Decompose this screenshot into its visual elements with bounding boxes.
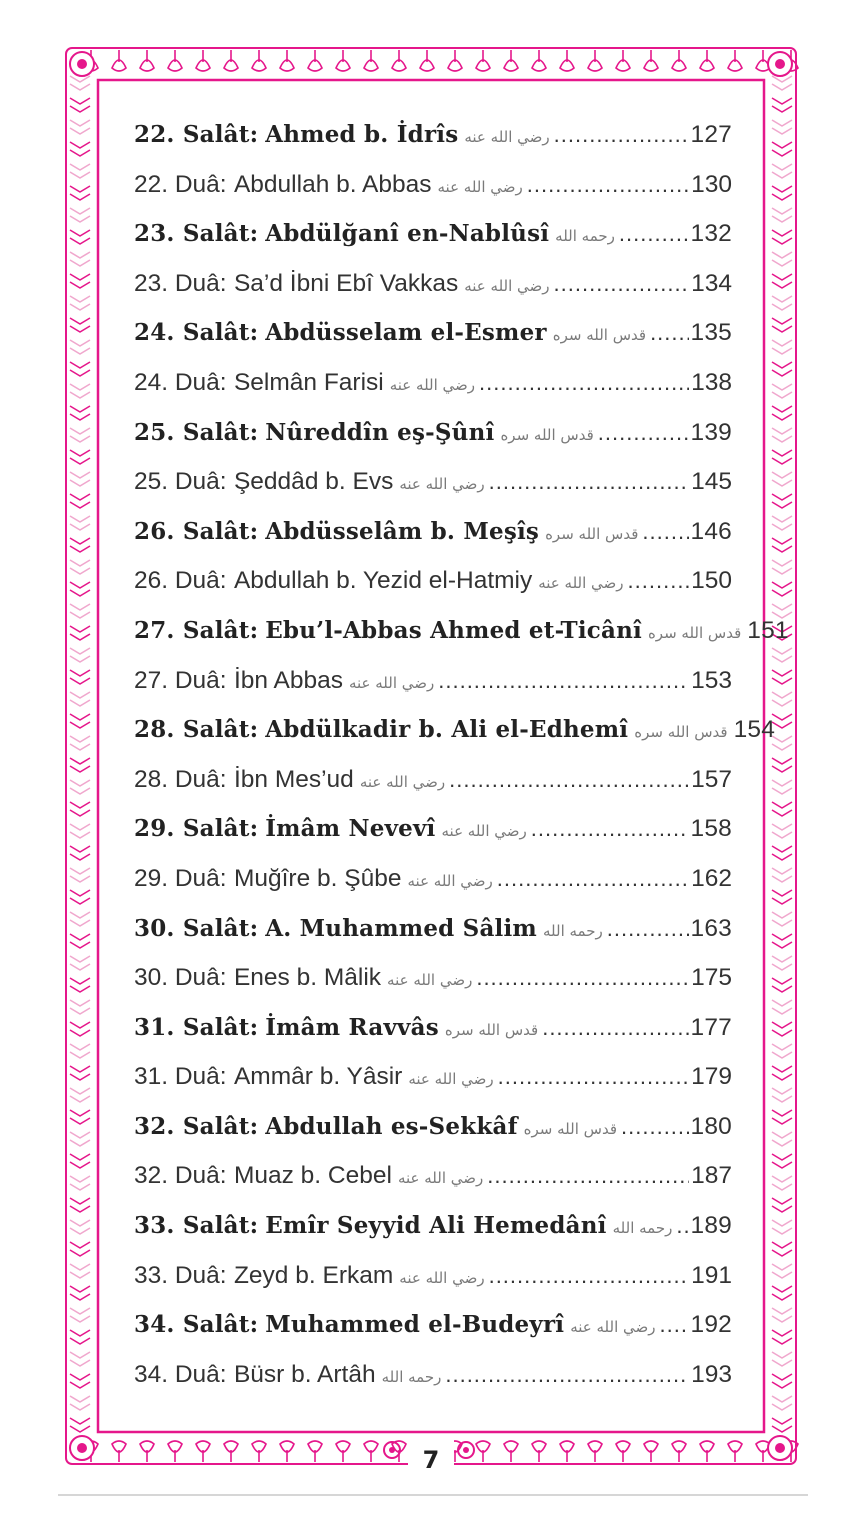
toc-entry-number: 28. Duâ:	[134, 765, 227, 793]
page-number: 7	[408, 1440, 454, 1480]
honorific-glyph: رضي الله عنه	[464, 276, 550, 295]
toc-entry-number: 33. Duâ:	[134, 1261, 227, 1289]
toc-entry	[134, 556, 732, 606]
toc-entry-number: 33. Salât:	[134, 1212, 259, 1240]
toc-entry-title: Ammâr b. Yâsir	[233, 1063, 403, 1091]
honorific-glyph: رضي الله عنه	[389, 375, 476, 394]
toc-entry-page: 157	[691, 765, 732, 793]
toc-entry	[134, 755, 732, 805]
honorific-glyph: رضي الله عنه	[408, 1070, 494, 1089]
toc-entry	[134, 953, 732, 1003]
dot-leader	[489, 1251, 690, 1301]
toc-entry	[134, 308, 732, 358]
toc-entry	[134, 1052, 732, 1102]
toc-entry-page: 127	[690, 121, 732, 148]
toc-entry-page: 145	[691, 468, 732, 496]
toc-entry	[134, 408, 732, 458]
toc-entry	[134, 854, 732, 904]
honorific-glyph: رضي الله عنه	[399, 1268, 485, 1287]
toc-entry	[134, 1251, 732, 1301]
toc-entry	[134, 457, 732, 507]
toc-entry-number: 27. Duâ:	[134, 666, 227, 694]
toc-entry-title: Abdülğanî en-Nablûsî	[265, 220, 550, 248]
toc-entry-page: 180	[690, 1112, 732, 1140]
toc-entry-number: 26. Salât:	[134, 517, 259, 545]
toc-entry-title: Şeddâd b. Evs	[233, 468, 394, 496]
toc-entry-number: 22. Duâ:	[134, 170, 227, 198]
dot-leader	[642, 507, 688, 557]
toc-entry-number: 32. Salât:	[134, 1112, 259, 1140]
toc-entry	[134, 259, 732, 309]
toc-entry-page: 175	[691, 964, 732, 992]
toc-entry	[134, 1151, 732, 1201]
toc-entry-page: 130	[691, 170, 732, 198]
toc-entry-page: 153	[691, 666, 732, 694]
toc-entry-number: 23. Duâ:	[134, 269, 227, 297]
toc-entry	[134, 1201, 732, 1251]
toc-entry-title: Enes b. Mâlik	[233, 964, 382, 992]
honorific-glyph: قدس الله سره	[523, 1119, 618, 1138]
toc-entry	[134, 705, 776, 755]
toc-entry-number: 29. Salât:	[134, 815, 259, 843]
toc-entry-number: 22. Salât:	[134, 121, 259, 148]
honorific-glyph: رضي الله عنه	[570, 1318, 656, 1337]
toc-entry-number: 29. Duâ:	[134, 864, 227, 892]
toc-entry-page: 150	[691, 567, 732, 595]
dot-leader	[489, 457, 689, 507]
bottom-rule	[58, 1494, 808, 1496]
toc-entry-title: İmâm Ravvâs	[265, 1013, 439, 1041]
toc-entry-title: İmâm Nevevî	[265, 815, 436, 843]
toc-entry-page: 179	[691, 1063, 732, 1091]
toc-entry-number: 27. Salât:	[134, 616, 259, 644]
dot-leader	[607, 904, 689, 954]
toc-entry-page: 191	[691, 1261, 732, 1289]
toc-entry-page: 139	[690, 418, 732, 446]
honorific-glyph: رضي الله عنه	[399, 475, 485, 494]
honorific-glyph: رحمه الله	[612, 1219, 673, 1238]
toc-entry-title: Nûreddîn eş-Şûnî	[265, 418, 495, 446]
honorific-glyph: قدس الله سره	[647, 623, 742, 642]
honorific-glyph: قدس الله سره	[552, 326, 647, 345]
dot-leader	[445, 1350, 689, 1400]
honorific-glyph: رحمه الله	[555, 227, 615, 246]
dot-leader	[487, 1151, 689, 1201]
toc-entry	[134, 358, 732, 408]
toc-entry	[134, 606, 789, 656]
toc-entry-title: Sa’d İbni Ebî Vakkas	[233, 269, 459, 297]
honorific-glyph: قدس الله سره	[545, 524, 639, 543]
toc-entry	[134, 1003, 732, 1053]
toc-entry-page: 135	[690, 319, 732, 347]
toc-entry-page: 146	[690, 517, 732, 545]
dot-leader	[449, 755, 689, 805]
toc-entry-title: Muaz b. Cebel	[233, 1162, 392, 1190]
toc-entry-page: 154	[733, 716, 776, 744]
toc-entry-title: Büsr b. Artâh	[233, 1360, 376, 1388]
toc-entry-number: 24. Salât:	[134, 319, 259, 347]
honorific-glyph: قدس الله سره	[444, 1020, 539, 1039]
toc-entry-title: Emîr Seyyid Ali Hemedânî	[265, 1212, 607, 1240]
toc-entry-number: 25. Salât:	[134, 418, 259, 446]
toc-entry-number: 31. Salât:	[134, 1013, 259, 1041]
dot-leader	[476, 953, 689, 1003]
toc-entry-title: Ebu’l-Abbas Ahmed et-Ticânî	[265, 616, 642, 644]
honorific-glyph: رضي الله عنه	[359, 772, 446, 791]
toc-entry	[134, 209, 732, 259]
toc-entry-title: Abdülkadir b. Ali el-Edhemî	[265, 716, 629, 744]
honorific-glyph: رضي الله عنه	[348, 673, 435, 692]
honorific-glyph: رضي الله عنه	[437, 177, 523, 196]
toc-entry	[134, 1300, 732, 1350]
toc-entry-page: 163	[690, 914, 732, 942]
toc-entry-title: Ahmed b. İdrîs	[265, 121, 459, 148]
toc-entry-title: A. Muhammed Sâlim	[265, 914, 537, 942]
dot-leader	[660, 1300, 689, 1350]
dot-leader	[554, 110, 689, 160]
dot-leader	[650, 308, 688, 358]
honorific-glyph: رضي الله عنه	[464, 128, 550, 146]
toc-entry-number: 23. Salât:	[134, 220, 259, 248]
toc-entry-page: 192	[690, 1311, 732, 1339]
toc-entry-title: Abdullah b. Abbas	[233, 170, 432, 198]
dot-leader	[527, 160, 689, 210]
honorific-glyph: رضي الله عنه	[387, 971, 473, 990]
toc-entry	[134, 110, 732, 160]
dot-leader	[438, 656, 689, 706]
toc-entry-number: 30. Duâ:	[134, 964, 227, 992]
honorific-glyph: رضي الله عنه	[397, 1169, 484, 1188]
toc-entry-page: 138	[691, 368, 732, 396]
toc-entry	[134, 656, 732, 706]
toc-entry-page: 158	[690, 815, 732, 843]
toc-entry-number: 32. Duâ:	[134, 1162, 227, 1190]
honorific-glyph: قدس الله سره	[500, 425, 594, 444]
toc-entry-number: 30. Salât:	[134, 914, 259, 942]
honorific-glyph: رضي الله عنه	[441, 822, 527, 841]
dot-leader	[621, 1102, 689, 1152]
dot-leader	[554, 259, 690, 309]
toc-entry-number: 28. Salât:	[134, 716, 259, 744]
toc-entry-number: 26. Duâ:	[134, 567, 227, 595]
toc-entry	[134, 904, 732, 954]
toc-entry	[134, 507, 732, 557]
dot-leader	[498, 1052, 689, 1102]
dot-leader	[676, 1201, 688, 1251]
table-of-contents	[134, 110, 789, 1399]
toc-entry-page: 187	[691, 1162, 732, 1190]
toc-entry-page: 177	[690, 1013, 732, 1041]
toc-entry-number: 34. Salât:	[134, 1311, 259, 1339]
toc-entry-number: 34. Duâ:	[134, 1360, 227, 1388]
dot-leader	[497, 854, 689, 904]
toc-entry-number: 31. Duâ:	[134, 1063, 227, 1091]
toc-entry-title: Abdullah es-Sekkâf	[265, 1112, 518, 1140]
dot-leader	[542, 1003, 688, 1053]
toc-entry-title: İbn Abbas	[233, 666, 343, 694]
toc-entry-title: İbn Mes’ud	[233, 765, 354, 793]
toc-entry-title: Muhammed el-Budeyrî	[265, 1311, 565, 1339]
honorific-glyph: رضي الله عنه	[407, 871, 493, 890]
dot-leader	[628, 556, 690, 606]
toc-entry	[134, 160, 732, 210]
toc-entry-page: 134	[691, 269, 732, 297]
toc-entry-title: Muğîre b. Şûbe	[233, 864, 402, 892]
toc-entry-page: 189	[690, 1212, 732, 1240]
toc-entry-page: 151	[747, 616, 789, 644]
toc-entry-number: 25. Duâ:	[134, 468, 227, 496]
toc-entry-title: Abdüsselâm b. Meşîş	[265, 517, 540, 545]
toc-entry-page: 132	[690, 220, 732, 248]
dot-leader	[619, 209, 689, 259]
dot-leader	[531, 804, 689, 854]
toc-entry-page: 193	[691, 1360, 732, 1388]
toc-entry	[134, 1102, 732, 1152]
toc-entry-page: 162	[691, 864, 732, 892]
toc-entry-title: Abdüsselam el-Esmer	[265, 319, 547, 347]
dot-leader	[598, 408, 689, 458]
toc-entry	[134, 1350, 732, 1400]
toc-entry-number: 24. Duâ:	[134, 368, 227, 396]
honorific-glyph: رحمه الله	[381, 1367, 442, 1386]
toc-entry	[134, 804, 732, 854]
toc-entry-title: Selmân Farisi	[233, 368, 384, 396]
toc-entry-title: Zeyd b. Erkam	[233, 1261, 394, 1289]
toc-entry-title: Abdullah b. Yezid el-Hatmiy	[233, 567, 533, 595]
honorific-glyph: قدس الله سره	[634, 723, 728, 742]
honorific-glyph: رحمه الله	[542, 921, 603, 940]
dot-leader	[479, 358, 689, 408]
honorific-glyph: رضي الله عنه	[538, 574, 624, 593]
